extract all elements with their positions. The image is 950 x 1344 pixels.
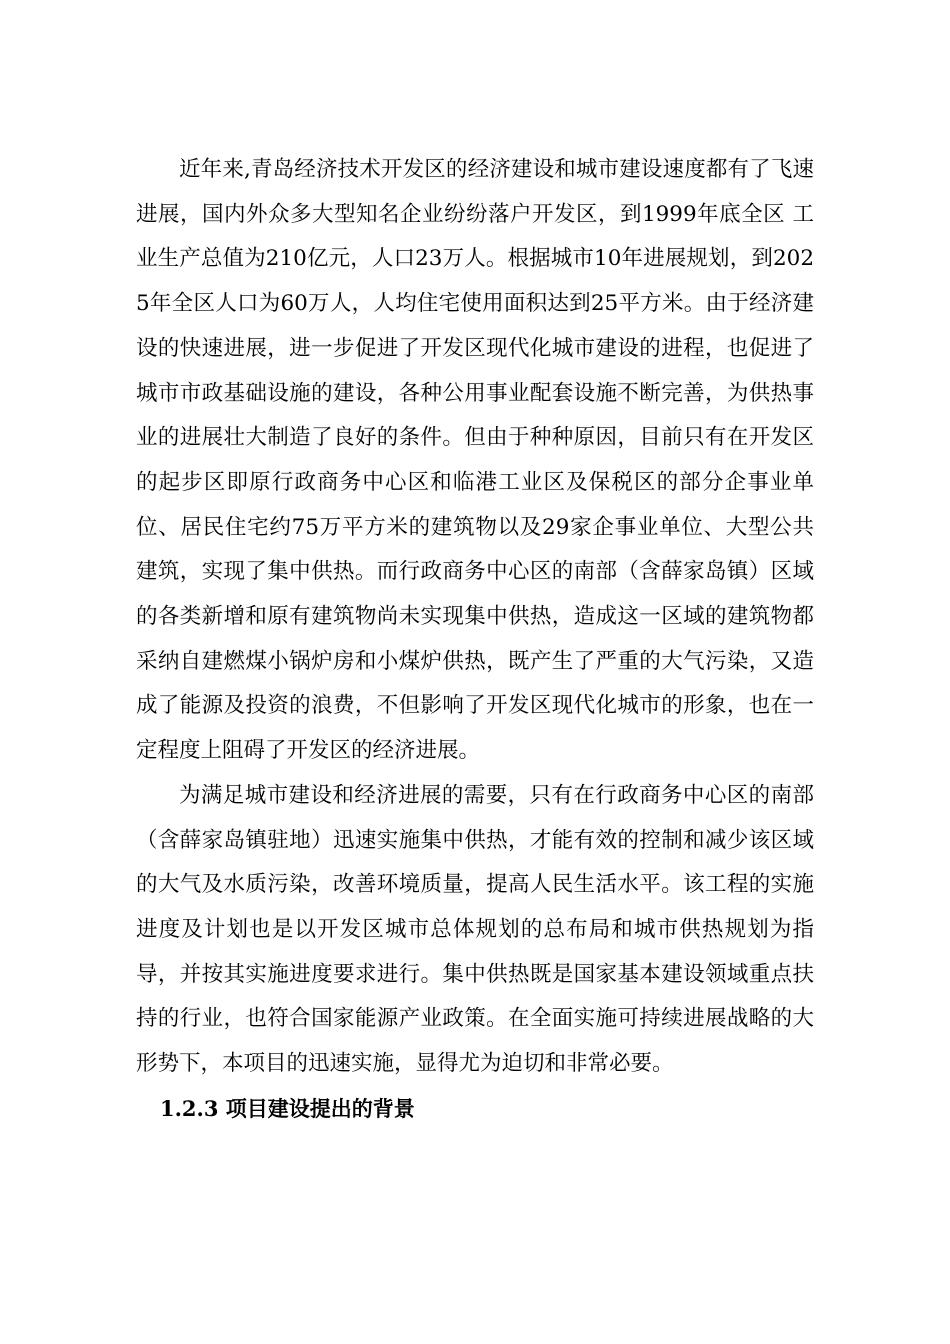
section-heading: 1.2.3 项目建设提出的背景 bbox=[160, 1095, 415, 1121]
document-body bbox=[136, 148, 814, 1131]
paragraph-project-necessity: 为满足城市建设和经济进展的需要，只有在行政商务中心区的南部（含薛家岛镇驻地）迅速实施集中供热，才能有效的控制和减少该区域的大气及水质污染，改善环境质量，提高人民生活水平。该工程的实施进度及计划也是以开发区城市总体规划的总布局和城市供热规划为指导，并按其实施进度要求进行。集中供热既是国家基本建设领域重点扶持的行业，也符合国家能源产业政策。在全面实施可持续进展战略的大形势下，本项目的迅速实施，显得尤为迫切和非常必要。 bbox=[136, 782, 814, 1077]
paragraph-development-overview: 近年来,青岛经济技术开发区的经济建设和城市建设速度都有了飞速进展，国内外众多大型知名企业纷纷落户开发区，到1999年底全区 工业生产总值为210亿元，人口23万人。根据城市10年进展规划，到2025年全区人口为60万人，人均住宅使用面积达到25平方米。由于经济建设的快速进展，进一步促进了开发区现代化城市建设的进程，也促进了城市市政基础设施的建设，各种公用事业配套设施不断完善，为供热事业的进展壮大制造了良好的条件。但由于种种原因，目前只有在开发区的起步区即原行政商务中心区和临港工业区及保税区的部分企事业单位、居民住宅约75万平方米的建筑物以及29家企事业单位、大型公共建筑，实现了集中供热。而行政商务中心区的南部（含薛家岛镇）区域的各类新增和原有建筑物尚未实现集中供热，造成这一区域的建筑物都采纳自建燃煤小锅炉房和小煤炉供热，既产生了严重的大气污染，又造成了能源及投资的浪费，不但影响了开发区现代化城市的形象，也在一定程度上阻碍了开发区的经济进展。 bbox=[136, 157, 814, 764]
